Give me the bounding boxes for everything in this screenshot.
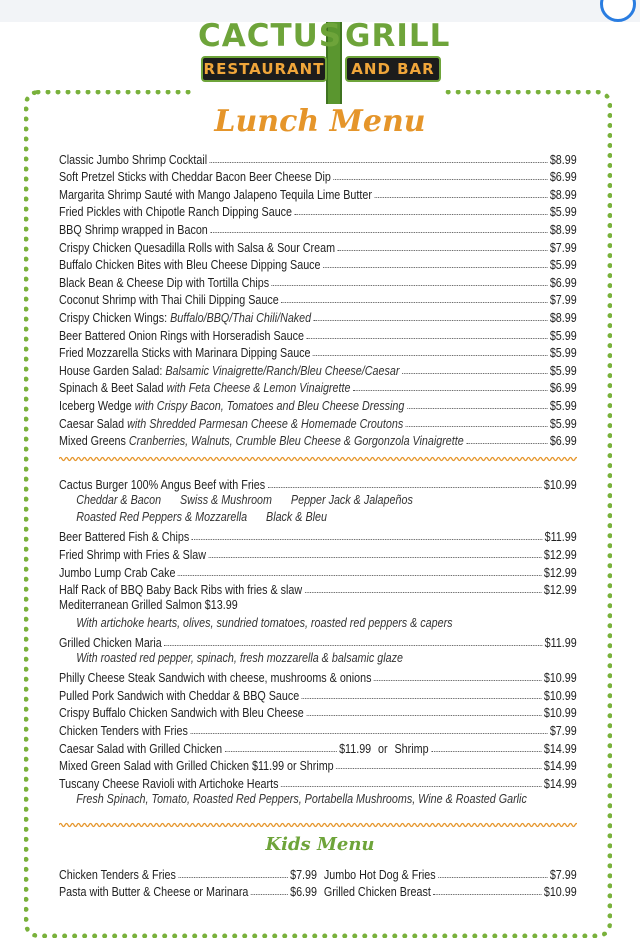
logo-bar-left: RESTAURANT — [201, 56, 327, 82]
menu-item-entree — [59, 685, 577, 703]
burger-options-1: Cheddar & Bacon Swiss & Mushroom Pepper Jack & Jalapeños — [76, 492, 413, 507]
logo-word-left: CACTUS — [198, 18, 343, 54]
menu-item-burger: Cactus Burger 100% Angus Beef with Fries $10.99 — [59, 477, 577, 492]
kids-item — [59, 885, 317, 899]
item-name: Black Bean & Cheese Dip with Tortilla Chips — [59, 275, 270, 290]
item-name: Crispy Buffalo Chicken Sandwich with Bleu Cheese — [59, 706, 304, 721]
menu-item-appetizer — [59, 255, 577, 273]
kids-item — [324, 885, 577, 899]
item-price: $5.99 — [549, 346, 577, 361]
item-description: with Feta Cheese & Lemon Vinaigrette — [166, 381, 351, 396]
item-price: $7.99 — [549, 867, 577, 882]
item-price: $7.99 — [290, 867, 317, 882]
item-name: Buffalo Chicken Bites with Bleu Cheese Dipping Sauce — [59, 258, 321, 273]
item-price: $6.99 — [549, 381, 577, 396]
menu-item-appetizer — [59, 149, 577, 167]
menu-item-appetizer — [59, 413, 577, 431]
item-name: Pasta with Butter & Cheese or Marinara — [59, 885, 249, 900]
menu-item-caesar-grilled: Caesar Salad with Grilled Chicken $11.99 or Shrimp $14.99 — [59, 741, 577, 756]
item-name: Mixed Greens — [59, 434, 126, 449]
menu-item-mixed-green: Mixed Green Salad with Grilled Chicken $11.99 or Shrimp $14.99 — [59, 759, 577, 774]
kids-menu-title: Kids Menu — [265, 834, 375, 855]
menu-item-appetizer — [59, 237, 577, 255]
item-price: $12.99 — [543, 583, 577, 598]
item-price: $8.99 — [549, 187, 577, 202]
item-price: $6.99 — [549, 275, 577, 290]
item-price: $8.99 — [549, 222, 577, 237]
item-name: Margarita Shrimp Sauté with Mango Jalapeno Tequila Lime Butter — [59, 187, 372, 202]
menu-item-entree — [59, 544, 577, 562]
menu-item-entree — [59, 562, 577, 580]
item-price: $10.99 — [543, 688, 577, 703]
kids-item — [59, 868, 317, 882]
burger-options-2: Roasted Red Peppers & Mozzarella Black & Bleu — [76, 510, 327, 525]
menu-item-appetizer — [59, 360, 577, 378]
menu-item-appetizer — [59, 272, 577, 290]
item-name: Fried Pickles with Chipotle Ranch Dipping Sauce — [59, 205, 293, 220]
menu-item-appetizer — [59, 167, 577, 185]
item-description: Cranberries, Walnuts, Crumble Bleu Cheese & Gorgonzola Vinaigrette — [128, 434, 464, 449]
item-name: Grilled Chicken Breast — [323, 885, 431, 900]
item-price: $6.99 — [290, 885, 317, 900]
item-name: Iceberg Wedge — [59, 398, 132, 413]
item-price: $11.99 — [544, 530, 577, 545]
menu-item-entree — [59, 668, 577, 686]
item-description: with Shredded Parmesan Cheese & Homemade Croutons — [127, 416, 404, 431]
item-name: Crispy Chicken Quesadilla Rolls with Salsa & Sour Cream — [59, 240, 336, 255]
menu-item-entree — [59, 580, 577, 598]
item-price: $10.99 — [543, 706, 577, 721]
lunch-menu-title: Lunch Menu — [214, 104, 426, 139]
item-price: $12.99 — [543, 547, 577, 562]
maria-note: With roasted red pepper, spinach, fresh mozzarella & balsamic glaze — [76, 650, 403, 665]
item-name: Half Rack of BBQ Baby Back Ribs with fries & slaw — [59, 583, 303, 598]
ravioli-note: Fresh Spinach, Tomato, Roasted Red Peppers, Portabella Mushrooms, Wine & Roasted Garlic — [76, 791, 527, 806]
item-price: $8.99 — [549, 310, 577, 325]
logo-bar-right: AND BAR — [345, 56, 441, 82]
item-name: Beer Battered Fish & Chips — [59, 530, 190, 545]
kids-row — [59, 864, 577, 882]
item-name: Fried Shrimp with Fries & Slaw — [59, 547, 206, 562]
menu-item-appetizer — [59, 307, 577, 325]
item-price: $5.99 — [549, 416, 577, 431]
item-name: Pulled Pork Sandwich with Cheddar & BBQ Sauce — [59, 688, 300, 703]
item-price: $7.99 — [549, 240, 577, 255]
wave-divider-2 — [59, 822, 577, 828]
item-name: Spinach & Beet Salad — [59, 381, 164, 396]
item-price: $7.99 — [549, 293, 577, 308]
item-name: Soft Pretzel Sticks with Cheddar Bacon Beer Cheese Dip — [59, 170, 331, 185]
item-name: Fried Mozzarella Sticks with Marinara Dipping Sauce — [59, 346, 311, 361]
logo-word-right: GRILL — [345, 18, 451, 54]
wave-divider-1 — [59, 456, 577, 462]
item-price: $5.99 — [549, 258, 577, 273]
menu-item-entree — [59, 720, 577, 738]
item-price: $10.99 — [543, 671, 577, 686]
item-price: $8.99 — [549, 152, 577, 167]
item-description: Balsamic Vinaigrette/Ranch/Bleu Cheese/Caesar — [165, 363, 400, 378]
item-price: $6.99 — [549, 170, 577, 185]
menu-item-appetizer — [59, 378, 577, 396]
menu-item-appetizer — [59, 431, 577, 449]
item-price: $7.99 — [549, 723, 577, 738]
item-description: Buffalo/BBQ/Thai Chili/Naked — [170, 310, 312, 325]
item-price: $6.99 — [549, 434, 577, 449]
entree-list — [59, 474, 577, 808]
item-price: $5.99 — [549, 363, 577, 378]
item-price: $5.99 — [549, 205, 577, 220]
menu-item-appetizer — [59, 202, 577, 220]
item-name: Chicken Tenders with Fries — [59, 723, 188, 738]
menu-item-appetizer — [59, 290, 577, 308]
item-name: BBQ Shrimp wrapped in Bacon — [59, 222, 208, 237]
item-name: Philly Cheese Steak Sandwich with cheese, mushrooms & onions — [59, 671, 372, 686]
item-name: Chicken Tenders & Fries — [59, 867, 176, 882]
menu-item-salmon: Mediterranean Grilled Salmon $13.99 — [59, 598, 238, 613]
item-name: Crispy Chicken Wings: — [59, 310, 168, 325]
cactus-grill-logo — [195, 18, 451, 104]
menu-item-entree — [59, 703, 577, 721]
menu-page — [0, 18, 640, 929]
menu-item-appetizer — [59, 219, 577, 237]
item-name: Jumbo Lump Crab Cake — [59, 565, 176, 580]
appetizer-list — [59, 149, 577, 448]
kids-menu-list — [59, 864, 577, 899]
item-price: $5.99 — [549, 398, 577, 413]
menu-item-chicken-maria: Grilled Chicken Maria $11.99 — [59, 635, 577, 650]
salmon-note: With artichoke hearts, olives, sundried tomatoes, roasted red peppers & capers — [76, 615, 453, 630]
kids-row — [59, 882, 577, 900]
menu-item-appetizer — [59, 325, 577, 343]
menu-item-appetizer — [59, 184, 577, 202]
item-price: $5.99 — [549, 328, 577, 343]
menu-item-entree — [59, 527, 577, 545]
item-price: $10.99 — [543, 885, 577, 900]
item-description: with Crispy Bacon, Tomatoes and Bleu Cheese Dressing — [134, 398, 405, 413]
kids-item — [324, 868, 577, 882]
item-name: Coconut Shrimp with Thai Chili Dipping Sauce — [59, 293, 279, 308]
menu-item-appetizer — [59, 343, 577, 361]
item-name: Jumbo Hot Dog & Fries — [323, 867, 436, 882]
item-price: $12.99 — [543, 565, 577, 580]
menu-item-appetizer — [59, 395, 577, 413]
item-name: Beer Battered Onion Rings with Horseradish Sauce — [59, 328, 304, 343]
item-name: House Garden Salad: — [59, 363, 163, 378]
item-name: Classic Jumbo Shrimp Cocktail — [59, 152, 208, 167]
circle-icon[interactable] — [600, 0, 636, 22]
item-name: Caesar Salad — [59, 416, 125, 431]
menu-item-ravioli: Tuscany Cheese Ravioli with Artichoke Hearts $14.99 — [59, 776, 577, 791]
